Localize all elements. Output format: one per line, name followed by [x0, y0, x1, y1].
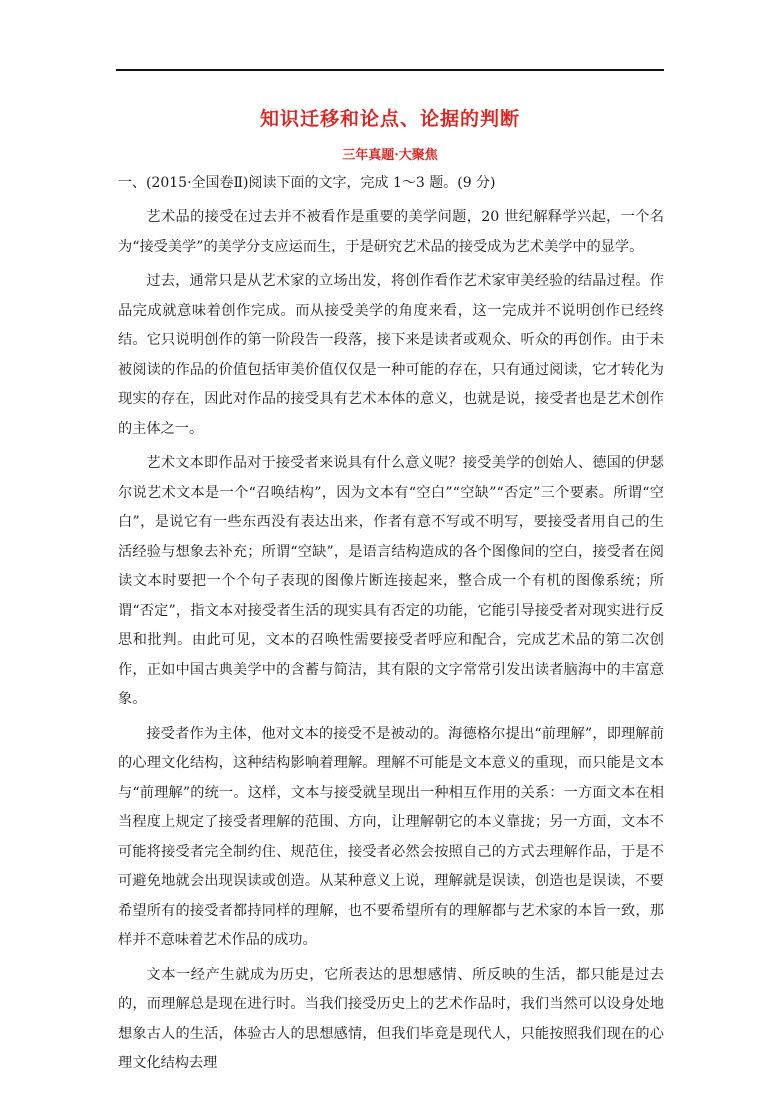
passage-paragraph-4: 接受者作为主体，他对文本的接受不是被动的。海德格尔提出“前理解”，即理解前的心理文化结构，这种结构影响着理解。理解不可能是文本意义的重现，而只能是文本与“前理解”的统一。这样，文本与接受就呈现出一种相互作用的关系：一方面文本在相当程度上规定了接受者理解的范围、方向，让理解朝它的本义靠拢；另一方面，文本不可能将接受者完全制约住、规范住，接受者必然会按照自己的方式去理解作品，于是不可避免地就会出现误读或创造。从某种意义上说，理解就是误读，创造也是误读，不要希望所有的接受者都持同样的理解，也不要希望所有的理解都与艺术家的本旨一致，那样并不意味着艺术作品的成功。 [118, 725, 664, 948]
document-subtitle: 三年真题·大聚焦 [342, 148, 438, 163]
passage-paragraph-2: 过去，通常只是从艺术家的立场出发，将创作看作艺术家审美经验的结晶过程。作品完成就意味着创作完成。而从接受美学的角度来看，这一完成并不说明创作已经终结。它只说明创作的第一阶段告一段落，接下来是读者或观众、听众的再创作。由于未被阅读的作品的价值包括审美价值仅仅是一种可能的存在，只有通过阅读，它才转化为现实的存在，因此对作品的接受具有艺术本体的意义，也就是说，接受者也是艺术创作的主体之一。 [118, 273, 664, 437]
header-rule [116, 69, 664, 71]
question-prompt: 一、(2015·全国卷Ⅱ)阅读下面的文字，完成 1～3 题。(9 分) [118, 175, 496, 191]
passage-paragraph-1: 艺术品的接受在过去并不被看作是重要的美学问题，20 世纪解释学兴起，一个名为“接受美学”的美学分支应运而生，于是研究艺术品的接受成为艺术美学中的显学。 [118, 209, 664, 255]
passage-paragraph-3: 艺术文本即作品对于接受者来说具有什么意义呢？接受美学的创始人、德国的伊瑟尔说艺术文本是一个“召唤结构”，因为文本有“空白”“空缺”“否定”三个要素。所谓“空白”，是说它有一些东西没有表达出来，作者有意不写或不明写，要接受者用自己的生活经验与想象去补充；所谓“空缺”，是语言结构造成的各个图像间的空白，接受者在阅读文本时要把一个个句子表现的图像片断连接起来，整合成一个有机的图像系统；所谓“否定”，指文本对接受者生活的现实具有否定的功能，它能引导接受者对现实进行反思和批判。由此可见，文本的召唤性需要接受者呼应和配合，完成艺术品的第二次创作，正如中国古典美学中的含蓄与简洁，其有限的文字常常引发出读者脑海中的丰富意象。 [118, 455, 664, 707]
reading-passage [118, 203, 664, 1084]
document-title: 知识迁移和论点、论据的判断 [259, 108, 520, 130]
passage-paragraph-5: 文本一经产生就成为历史，它所表达的思想感情、所反映的生活，都只能是过去的，而理解总是现在进行时。当我们接受历史上的艺术作品时，我们当然可以设身处地想象古人的生活，体验古人的思想感情，但我们毕竟是现代人，只能按照我们现在的心理文化结构去理 [118, 966, 664, 1071]
